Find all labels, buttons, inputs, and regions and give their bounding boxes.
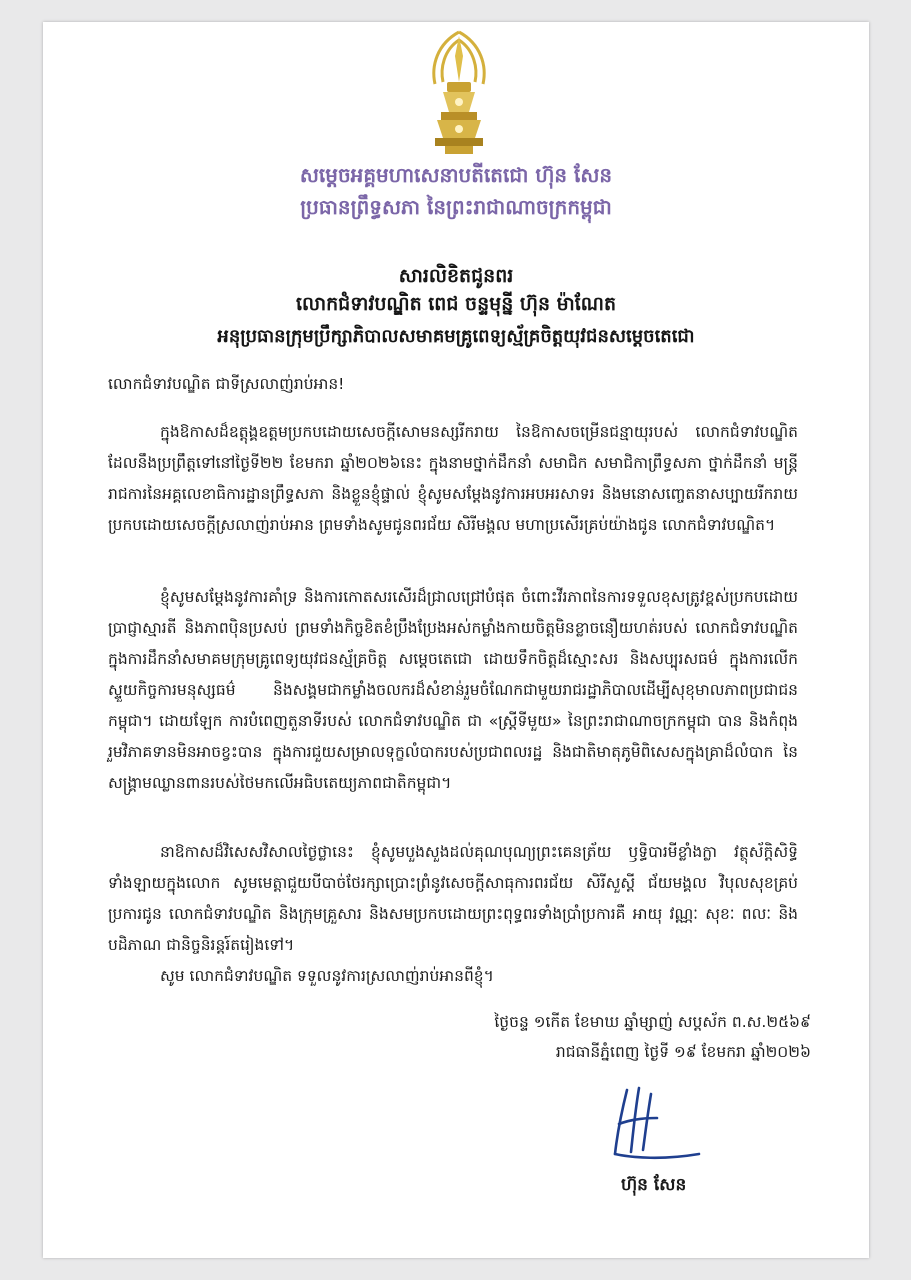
solar-date: រាជធានីភ្នំពេញ ថ្ងៃទី ១៩ ខែមករា ឆ្នាំ២០២៦ [555,1043,811,1061]
letter-title: សារលិខិតជូនពរ [398,265,514,287]
sender-position: ប្រធានព្រឹទ្ធសភា នៃព្រះរាជាណាចក្រកម្ពុជា [300,195,612,219]
sender-name: សម្តេចអគ្គមហាសេនាបតីតេជោ ហ៊ុន សែន [299,163,613,187]
signatory-name: ហ៊ុន សែន [621,1175,687,1195]
body-paragraph-1: ក្នុងឱកាសដ៏ឧត្តុង្គឧត្តមប្រកបដោយសេចក្តីសោមនស្សរីករាយ នៃឱកាសចម្រើនជន្មាយុរបស់ លោកជំទាវបណ្ឌិត ដែលនឹងប្រព្រឹត្តទៅនៅថ្ងៃទី២២ ខែមករា ឆ្នាំ២០២៦នេះ ក្នុងនាមថ្នាក់ដឹកនាំ សមាជិក សមាជិកាព្រឹទ្ធសភា ថ្នាក់ដឹកនាំ មន្ត្រីរាជការនៃអគ្គលេខាធិការដ្ឋានព្រឹទ្ធសភា និងខ្លួនខ្ញុំផ្ទាល់ ខ្ញុំសូមសម្តែងនូវការអបអរសាទរ និងមនោសញ្ចេតនាសប្បាយរីករាយ ប្រកបដោយសេចក្តីស្រលាញ់រាប់អាន ព្រមទាំងសូមជូនពរជ័យ សិរីមង្គល មហាប្រសើរគ្រប់យ៉ាងជូន លោកជំទាវបណ្ឌិត។ [108,423,798,534]
royal-emblem-icon [417,26,501,158]
recipient-name: លោកជំទាវបណ្ឌិត ពេជ ចន្ទមុន្នី ហ៊ុន ម៉ាណែត [295,293,617,315]
body-paragraph-3: នាឱកាសដ៏វិសេសវិសាលថ្ងៃថ្លានេះ ខ្ញុំសូមបួងសួងដល់គុណបុណ្យព្រះគេនត្រ័យ ឫទ្ធិបារមីខ្លាំងក្លា វត្ថុស័ក្តិសិទ្ធិទាំងឡាយក្នុងលោក សូមមេត្តាជួយបីបាច់ថែរក្សាប្រោះព្រំនូវសេចក្តីសាធុការពរជ័យ សិរីសួស្តី ជ័យមង្គល វិបុលសុខគ្រប់ប្រការជូន លោកជំទាវបណ្ឌិត និងក្រុមគ្រួសារ និងសមប្រកបដោយព្រះពុទ្ធពរទាំងប្រាំប្រការគឺ អាយុ វណ្ណៈ សុខៈ ពលៈ និងបដិភាណ ជានិច្ចនិរន្តរ៍តរៀងទៅ។ [108,843,798,954]
closing-line: សូម លោកជំទាវបណ្ឌិត ទទួលនូវការស្រលាញ់រាប់អានពីខ្ញុំ។ [160,967,494,985]
body-paragraph-2: ខ្ញុំសូមសម្តែងនូវការគាំទ្រ និងការកោតសរសើរដ៏ជ្រាលជ្រៅបំផុត ចំពោះវីរភាពនៃការទទួលខុសត្រូវខ្ពស់ប្រកបដោយប្រាជ្ញាស្មារតី និងភាពប៉ិនប្រសប់ ព្រមទាំងកិច្ចខិតខំប្រឹងប្រែងអស់កម្លាំងកាយចិត្តមិនខ្លាចនឿយហត់របស់ លោកជំទាវបណ្ឌិត ក្នុងការដឹកនាំសមាគមក្រុមគ្រូពេទ្យយុវជនស្ម័គ្រចិត្ត សម្តេចតេជោ ដោយទឹកចិត្តដ៏ស្មោះសរ និងសប្បុរសធម៌ ក្នុងការលើកស្ទួយកិច្ចការមនុស្សធម៌ និងសង្គមជាកម្លាំងចលករដ៏សំខាន់រួមចំណែកជាមួយរាជរដ្ឋាភិបាលដើម្បីសុខុមាលភាពប្រជាជនកម្ពុជា។ ដោយឡែក ការបំពេញតួនាទីរបស់ លោកជំទាវបណ្ឌិត ជា «ស្ត្រីទីមួយ» នៃព្រះរាជាណាចក្រកម្ពុជា បាន និងកំពុងរួមវិភាគទានមិនអាចខ្វះបាន ក្នុងការជួយសម្រាលទុក្ខលំបាករបស់ប្រជាពលរដ្ឋ និងជាតិមាតុភូមិពិសេសក្នុងគ្រាដ៏លំបាក នៃសង្គ្រាមឈ្លានពានរបស់ថៃមកលើអធិបតេយ្យភាពជាតិកម្ពុជា។ [108,588,798,792]
salutation: លោកជំទាវបណ្ឌិត ជាទីស្រលាញ់រាប់អាន! [108,375,345,393]
lunar-date: ថ្ងៃចន្ទ ១កើត ខែមាឃ ឆ្នាំម្សាញ់ សប្តស័ក ព.ស.២៥៦៩ [494,1013,811,1031]
signature-icon [603,1084,703,1168]
recipient-position: អនុប្រធានក្រុមប្រឹក្សាភិបាលសមាគមគ្រូពេទ្យស្ម័គ្រចិត្តយុវជនសម្តេចតេជោ [217,326,695,347]
letter-sheet [43,22,869,1258]
